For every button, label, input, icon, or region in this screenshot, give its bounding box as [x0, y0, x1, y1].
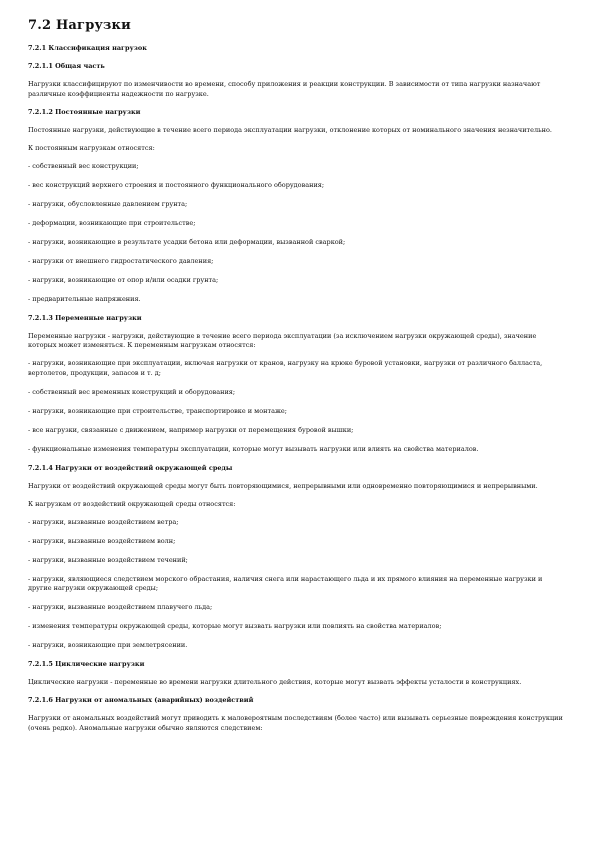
paragraph: Постоянные нагрузки, действующие в течение всего периода эксплуатации нагрузки, отклонение которых от номинального значения незначительно. [28, 125, 552, 134]
list-item: - нагрузки, возникающие при землетрясении. [28, 641, 188, 649]
list-item: - нагрузки, возникающие от опор и/или осадки грунта; [28, 275, 219, 284]
paragraph: К постоянным нагрузкам относятся: [28, 143, 155, 152]
page-title: 7.2 Нагрузки [28, 18, 131, 33]
section-heading-7-2-1-1: 7.2.1.1 Общая часть [28, 62, 105, 70]
list-item: - собственный вес конструкции; [28, 161, 139, 170]
section-heading-7-2-1-3: 7.2.1.3 Переменные нагрузки [28, 313, 142, 322]
permanent-loads-list [28, 162, 563, 305]
variable-loads-list [28, 359, 563, 454]
list-item: - изменения температуры окружающей среды, которые могут вызвать нагрузки или повлиять на свойства материалов; [28, 622, 442, 630]
list-item: - деформации, возникающие при строительстве; [28, 218, 196, 227]
document-content [28, 18, 563, 742]
section-heading-7-2-1-5: 7.2.1.5 Циклические нагрузки [28, 660, 145, 668]
list-item: - нагрузки, обусловленные давлением грунта; [28, 199, 188, 208]
list-item: - нагрузки, возникающие при эксплуатации, включая нагрузки от кранов, нагрузку на крюке буровой установки, нагрузки от различного балласта, вертолетов, продукции, запасов и т. д; [28, 359, 543, 377]
paragraph: Нагрузки классифицируют по изменчивости во времени, способу приложения и реакции конструкции. В зависимости от типа нагрузки назначают различные коэффициенты надежности по нагрузке. [28, 80, 541, 98]
section-heading-7-2-1-2: 7.2.1.2 Постоянные нагрузки [28, 107, 141, 116]
list-item: - нагрузки, являющиеся следствием морского обрастания, наличия снега или нарастающего льда и их прямого влияния на переменные нагрузки и другие нагрузки окружающей среды; [28, 574, 543, 592]
section-heading-7-2-1-4: 7.2.1.4 Нагрузки от воздействий окружающей среды [28, 463, 233, 472]
list-item: - нагрузки, вызванные воздействием течений; [28, 555, 188, 564]
list-item: - вес конструкций верхнего строения и постоянного функционального оборудования; [28, 180, 325, 189]
paragraph: Переменные нагрузки - нагрузки, действующие в течение всего периода эксплуатации (за исключением нагрузки окружающей среды), значение которых может изменяться. К переменным нагрузкам относятся: [28, 331, 537, 349]
list-item: - все нагрузки, связанные с движением, например нагрузки от перемещения буровой вышки; [28, 425, 354, 434]
list-item: - собственный вес временных конструкций и оборудования; [28, 387, 236, 396]
section-heading-7-2-1-6: 7.2.1.6 Нагрузки от аномальных (аварийных) воздействий [28, 696, 254, 704]
paragraph: К нагрузкам от воздействий окружающей среды относятся: [28, 499, 236, 508]
list-item: - нагрузки, вызванные воздействием плавучего льда; [28, 603, 213, 611]
section-heading-7-2-1: 7.2.1 Классификация нагрузок [28, 44, 147, 52]
paragraph: Нагрузки от воздействий окружающей среды могут быть повторяющимися, непрерывными или одновременно повторяющимися и непрерывными. [28, 481, 538, 490]
list-item: - функциональные изменения температуры эксплуатации, которые могут вызывать нагрузки или влиять на свойства материалов. [28, 444, 479, 453]
list-item: - нагрузки, возникающие при строительстве, транспортировке и монтаже; [28, 406, 287, 415]
environmental-loads-list [28, 518, 563, 651]
list-item: - нагрузки, вызванные воздействием ветра; [28, 517, 179, 526]
paragraph: Циклические нагрузки - переменные во времени нагрузки длительного действия, которые могут вызвать эффекты усталости в конструкциях. [28, 678, 522, 686]
paragraph: Нагрузки от аномальных воздействий могут приводить к маловероятным последствиям (более часто) или вызывать серьезные повреждения конструкции (очень редко). Аномальные нагрузки обычно являются следствием: [28, 714, 563, 732]
list-item: - нагрузки, вызванные воздействием волн; [28, 536, 176, 545]
list-item: - нагрузки, возникающие в результате усадки бетона или деформации, вызванной сваркой; [28, 237, 346, 246]
list-item: - предварительные напряжения. [28, 294, 141, 303]
list-item: - нагрузки от внешнего гидростатического давления; [28, 256, 214, 265]
